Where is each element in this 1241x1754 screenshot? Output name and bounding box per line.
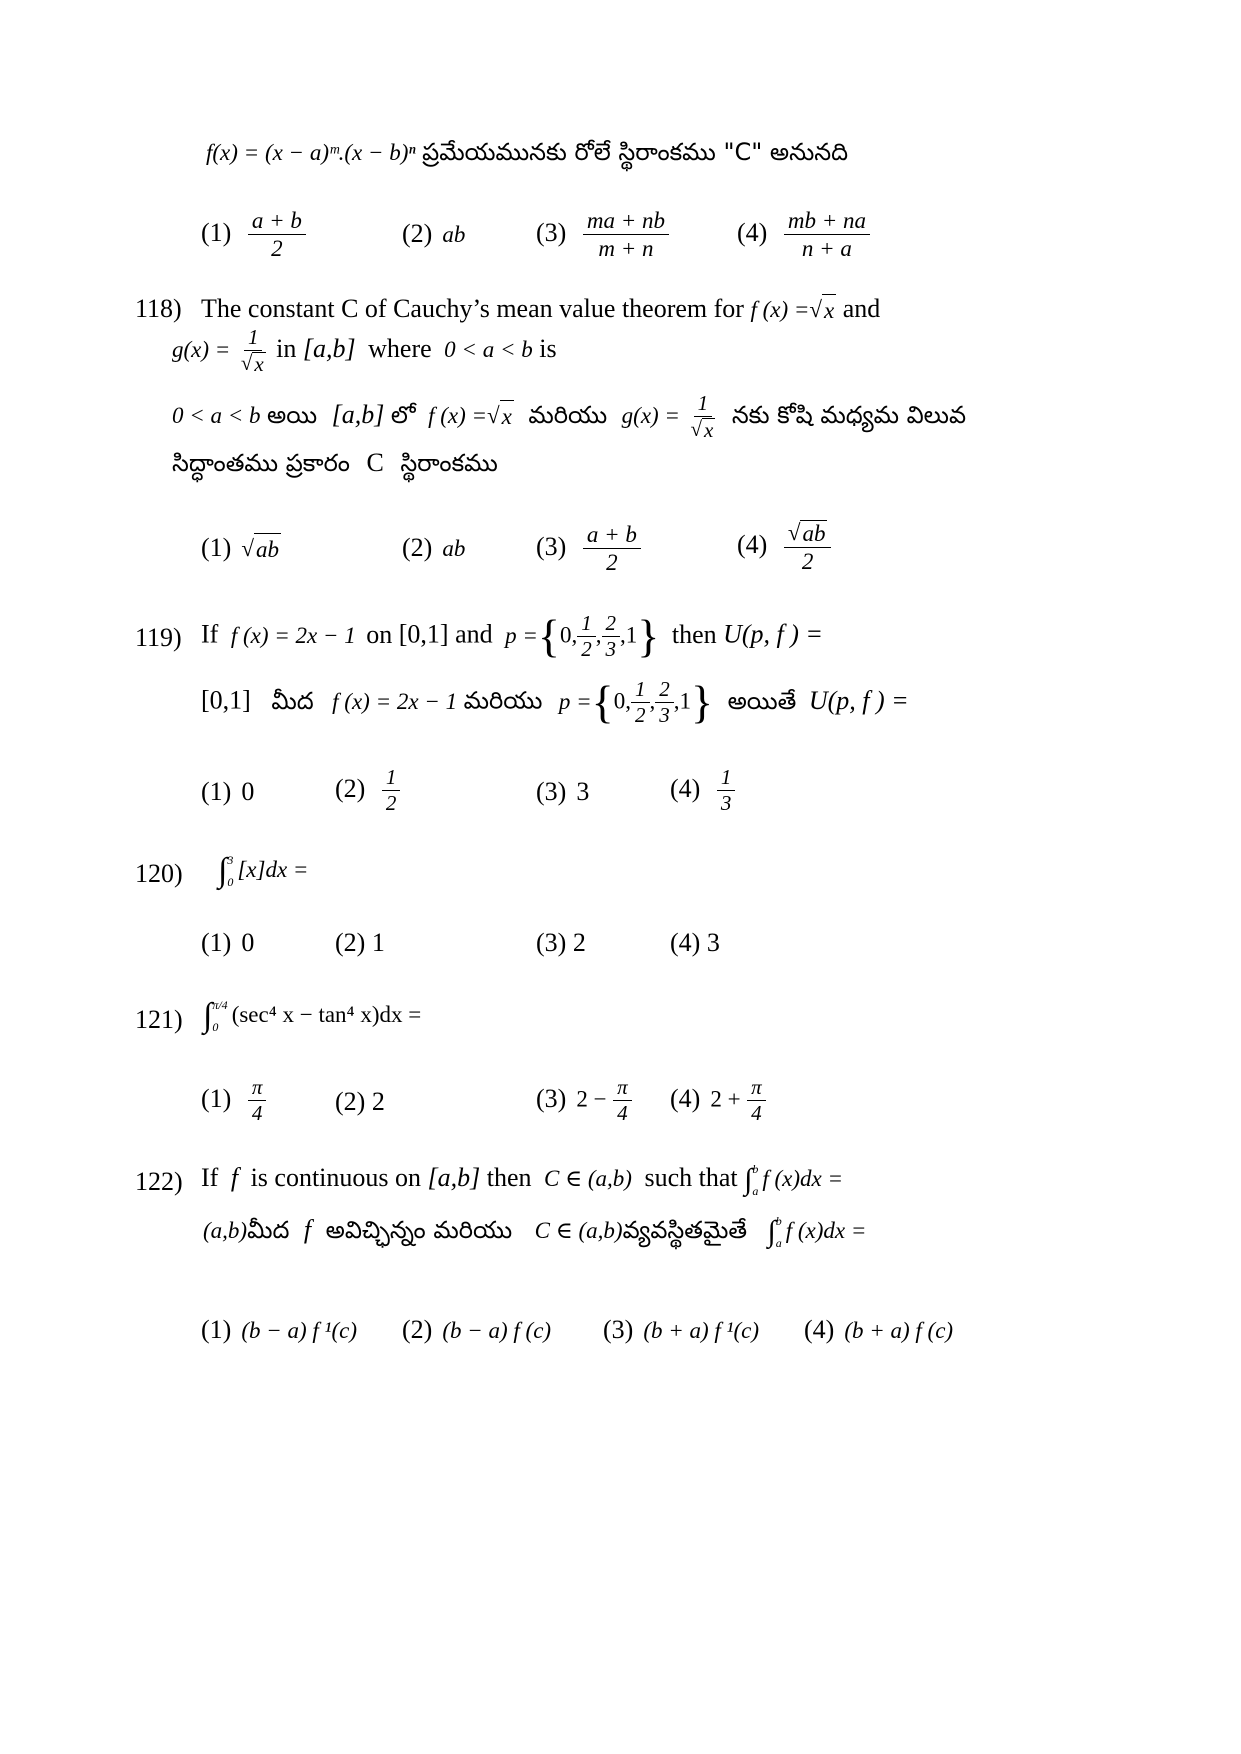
q121-number: 121) <box>135 1005 183 1034</box>
q119-option-1: (1) 0 <box>201 777 255 806</box>
q120-stem: ∫ 3 0 [x]dx = <box>218 852 309 890</box>
q118-telugu-line-2: సిద్ధాంతము ప్రకారం C స్థిరాంకము <box>172 448 498 477</box>
q117-option-3: (3) $\frac{ma + nb}{m + n}$ <box>536 208 669 262</box>
q117-stem-telugu: ప్రమేయమునకు రోలే స్థిరాంకము "C" అనునది <box>422 138 849 166</box>
q117-function: f(x) = (x − a)ᵐ.(x − b)ⁿ <box>206 140 416 165</box>
q118-line-1: The constant C of Cauchy’s mean value theorem for f (x) = √ x and <box>201 293 880 327</box>
q121-option-1: (1) $\frac{\pi}{4}$ <box>201 1076 266 1125</box>
q122-option-4: (4) (b + a) f (c) <box>804 1315 954 1344</box>
q122-line-1: If f is continuous on [a,b] then C ∈ (a,b) such that ∫ b a f (x)dx = <box>201 1162 843 1199</box>
integral-sign: ∫ <box>218 852 228 890</box>
q119-telugu-line: [0,1] మీద f (x) = 2x − 1 మరియు p ={0, $\frac{1}{2}$ , $\frac{2}{3}$ ,1} అయితే U(p, f ) = <box>201 676 909 728</box>
q117-stem <box>206 136 848 169</box>
q120-option-1: (1) 0 <box>201 928 255 957</box>
q120-option-2: (2) 1 <box>335 928 385 957</box>
q121-option-4: (4) 2 + $\frac{\pi}{4}$ <box>670 1076 766 1125</box>
q117-option-4: (4) $\frac{mb + na}{n + a}$ <box>737 208 870 262</box>
q121-option-3: (3) 2 − $\frac{\pi}{4}$ <box>536 1076 632 1125</box>
q120-number: 120) <box>135 859 183 888</box>
q117-option-2: (2) ab <box>402 219 466 248</box>
q118-telugu-line-1: 0 < a < b అయి [a,b] లో f (x) = √ x మరియు g(x) = 1 √ x నకు కోషి మధ్యమ విలువ <box>172 391 967 443</box>
q118-option-1: (1) √ ab <box>201 532 281 566</box>
q119-option-2: (2) $\frac{1}{2}$ <box>335 766 400 815</box>
integral-sign: ∫ <box>203 997 213 1035</box>
q118-option-3: (3) $\frac{a + b}{2}$ <box>536 522 641 576</box>
q118-number: 118) <box>135 294 182 323</box>
integral-sign: ∫ <box>767 1215 776 1249</box>
q122-option-3: (3) (b + a) f ¹(c) <box>603 1315 759 1344</box>
q122-option-2: (2) (b − a) f (c) <box>402 1315 552 1344</box>
q118-option-2: (2) ab <box>402 533 466 562</box>
q120-option-3: (3) 2 <box>536 928 586 957</box>
q120-option-4: (4) 3 <box>670 928 720 957</box>
q119-number: 119) <box>135 623 182 652</box>
integral-sign: ∫ <box>744 1163 753 1197</box>
q122-number: 122) <box>135 1167 183 1196</box>
q119-option-4: (4) $\frac{1}{3}$ <box>670 766 735 815</box>
q118-option-4: (4) √ ab 2 <box>737 520 831 575</box>
q117-option-1: (1) $\frac{a + b}{2}$ <box>201 208 306 262</box>
q122-option-1: (1) (b − a) f ¹(c) <box>201 1315 357 1344</box>
q121-stem: ∫ π/4 0 (sec⁴ x − tan⁴ x)dx = <box>203 997 422 1035</box>
q119-line-1: If f (x) = 2x − 1 on [0,1] and p ={0, $\frac{1}{2}$ , $\frac{2}{3}$ ,1} then U(p, f ) = <box>201 610 823 662</box>
q119-option-3: (3) 3 <box>536 777 590 806</box>
q118-line-2: g(x) = 1 √ x in [a,b] where 0 < a < b is <box>172 325 557 377</box>
q122-telugu-line: (a,b)మీద f అవిచ్ఛిన్నం మరియు C ∈ (a,b)వ్యవస్థితమైతే ∫ b a f (x)dx = <box>203 1214 867 1251</box>
q121-option-2: (2) 2 <box>335 1087 385 1116</box>
